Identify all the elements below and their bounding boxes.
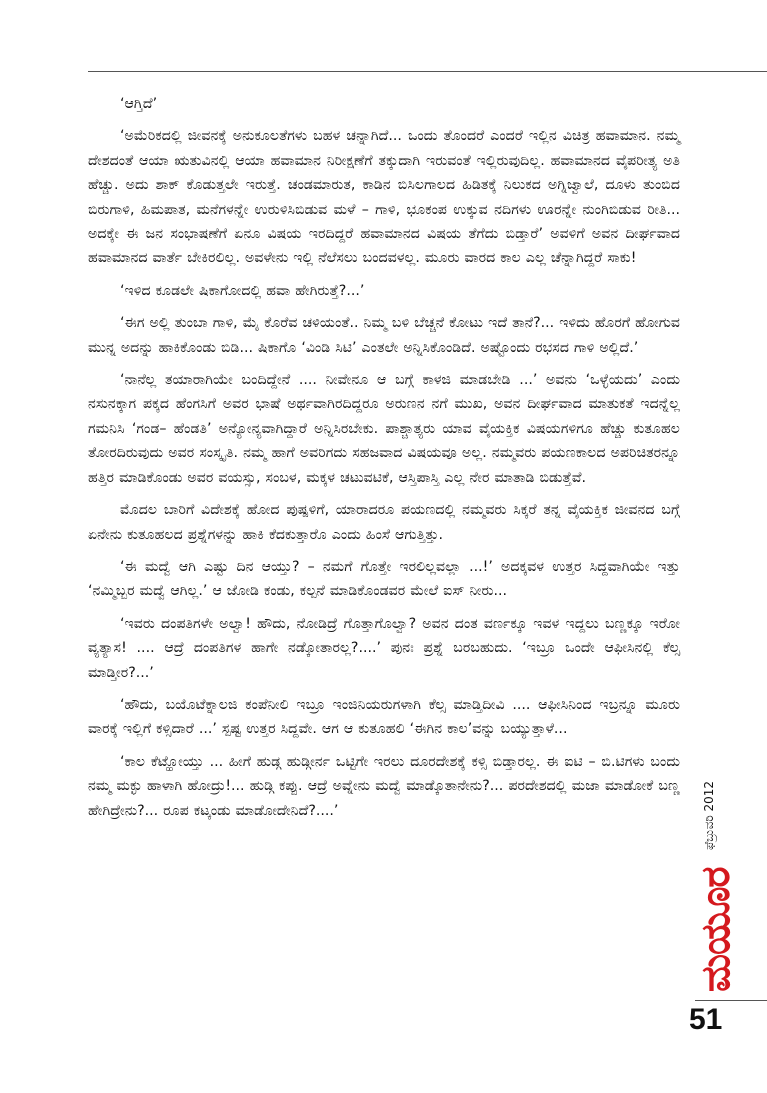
magazine-title: ಮಯೂರ bbox=[692, 867, 739, 992]
paragraph: ‘ಕಾಲ ಕೆಟ್ಹೋಯ್ತು ... ಹೀಗೆ ಹುಡ್ಗ ಹುಡ್ಗೀರ್ನ ಒಟ್ಟಿಗೇ ಇರಲು ದೂರದೇಶಕ್ಕೆ ಕಳ್ಸಿ ಬಿಡ್ತಾರಲ್ಲ. ಈ ಐಟಿ – ಬಿ.ಟಿಗಳು ಬಂದು ನಮ್ಮ ಮಕ್ಳು ಹಾಳಾಗಿ ಹೋದ್ರು!... ಹುಡ್ಗಿ ಕಪ್ಪು. ಆದ್ರೆ ಅವ್ನೇನು ಮದ್ವೆ ಮಾಡ್ಕೊತಾನೇನು?... ಪರದೇಶದಲ್ಲಿ ಮಜಾ ಮಾಡೋಕೆ ಬಣ್ಣ ಹೇಗಿದ್ರೇನು?... ರೂಪ ಕಟ್ಕಂಡು ಮಾಡೋದೇನಿದೆ?....’ bbox=[88, 753, 680, 819]
paragraph: ಮೊದಲ ಬಾರಿಗೆ ವಿದೇಶಕ್ಕೆ ಹೋದ ಪುಷ್ಪಳಿಗೆ, ಯಾರಾದರೂ ಪಯಣದಲ್ಲಿ ನಮ್ಮವರು ಸಿಕ್ಕರೆ ತನ್ನ ವೈಯಕ್ತಿಕ ಜೀವನದ ಬಗ್ಗೆ ಏನೇನು ಕುತೂಹಲದ ಪ್ರಶ್ನೆಗಳನ್ನು ಹಾಕಿ ಕೆದಕುತ್ತಾರೊ ಎಂದು ಹಿಂಸೆ ಆಗುತ್ತಿತ್ತು. bbox=[88, 502, 680, 543]
paragraph: ‘ಇವರು ದಂಪತಿಗಳೇ ಅಲ್ವಾ! ಹೌದು, ನೋಡಿದ್ರೆ ಗೊತ್ತಾಗೊಲ್ವಾ? ಅವನ ದಂತ ವರ್ಣಕ್ಕೂ ಇವಳ ಇದ್ದಲು ಬಣ್ಣಕ್ಕೂ ಇರೋ ವ್ಯತ್ಯಾಸ! .... ಆದ್ರೆ ದಂಪತಿಗಳ ಹಾಗೇ ನಡ್ಕೋತಾರಲ್ಲ?....’ ಪುನಃ ಪ್ರಶ್ನೆ ಬರಬಹುದು. ‘ಇಬ್ರೂ ಒಂದೇ ಆಫೀಸಿನಲ್ಲಿ ಕೆಲ್ಸ ಮಾಡ್ತೀರ?...’ bbox=[88, 615, 680, 681]
magazine-sidebar bbox=[692, 730, 739, 992]
paragraph: ‘ಹೌದು, ಬಯೊಟೆಕ್ನಾಲಜಿ ಕಂಪೆನೀಲಿ ಇಬ್ರೂ ಇಂಜಿನಿಯರುಗಳಾಗಿ ಕೆಲ್ಸ ಮಾಡ್ತಿದೀವಿ .... ಆಫೀಸಿನಿಂದ ಇಬ್ರನ್ನೂ ಮೂರು ವಾರಕ್ಕೆ ಇಲ್ಲಿಗೆ ಕಳ್ಸಿದಾರೆ ...’ ಸ್ಪಷ್ಟ ಉತ್ತರ ಸಿದ್ದವೇ. ಆಗ ಆ ಕುತೂಹಲಿ ‘ಈಗಿನ ಕಾಲ’ವನ್ನು ಬಯ್ಯುತ್ತಾಳೆ... bbox=[88, 696, 680, 738]
paragraph: ‘ಅಮೆರಿಕದಲ್ಲಿ ಜೀವನಕ್ಕೆ ಅನುಕೂಲತೆಗಳು ಬಹಳ ಚನ್ನಾಗಿದೆ... ಒಂದು ತೊಂದರೆ ಎಂದರೆ ಇಲ್ಲಿನ ವಿಚಿತ್ರ ಹವಾಮಾನ. ನಮ್ಮ ದೇಶದಂತೆ ಆಯಾ ಋತುವಿನಲ್ಲಿ ಆಯಾ ಹವಾಮಾನ ನಿರೀಕ್ಷಣೆಗೆ ತಕ್ಕುದಾಗಿ ಇರುವಂತೆ ಇಲ್ಲಿರುವುದಿಲ್ಲ. ಹವಾಮಾನದ ವೈಪರೀತ್ಯ ಅತಿ ಹೆಚ್ಚು. ಅದು ಶಾಕ್ ಕೊಡುತ್ತಲೇ ಇರುತ್ತೆ. ಚಂಡಮಾರುತ, ಕಾಡಿನ ಬಿಸಿಲಗಾಲದ ಹಿಡಿತಕ್ಕೆ ನಿಲುಕದ ಅಗ್ನಿಜ್ವಾಲೆ, ದೂಳು ತುಂಬಿದ ಬಿರುಗಾಳಿ, ಹಿಮಪಾತ, ಮನೆಗಳನ್ನೇ ಉರುಳಿಸಿಬಿಡುವ ಮಳೆ – ಗಾಳಿ, ಭೂಕಂಪ ಉಕ್ಕುವ ನದಿಗಳು ಊರನ್ನೇ ನುಂಗಿಬಿಡುವ ರೀತಿ... ಅದಕ್ಕೇ ಈ ಜನ ಸಂಭಾಷಣೆಗೆ ಏನೂ ವಿಷಯ ಇರದಿದ್ದರೆ ಹವಾಮಾನದ ವಿಷಯ ತೆಗೆದು ಬಿಡ್ತಾರೆ’ ಅವಳಿಗೆ ಅವನ ದೀರ್ಘವಾದ ಹವಾಮಾನದ ವಾರ್ತೆ ಬೇಕಿರಲಿಲ್ಲ. ಅವಳೇನು ಇಲ್ಲಿ ನೆಲೆಸಲು ಬಂದವಳಲ್ಲ. ಮೂರು ವಾರದ ಕಾಲ ಎಲ್ಲ ಚೆನ್ನಾಗಿದ್ದರೆ ಸಾಕು! bbox=[88, 128, 680, 267]
footer-rule bbox=[695, 1000, 767, 1001]
paragraph: ‘ಈ ಮದ್ವೆ ಆಗಿ ಎಷ್ಟು ದಿನ ಆಯ್ತು? – ನಮಗೆ ಗೊತ್ತೇ ಇರಲಿಲ್ಲವಲ್ಲಾ ...!’ ಅದಕ್ಕವಳ ಉತ್ತರ ಸಿದ್ದವಾಗಿಯೇ ಇತ್ತು ‘ನಮ್ಮಿಬ್ಬರ ಮದ್ವೆ ಆಗಿಲ್ಲ.’ ಆ ಜೋಡಿ ಕಂಡು, ಕಲ್ಪನೆ ಮಾಡಿಕೊಂಡವರ ಮೇಲೆ ಐಸ್ ನೀರು... bbox=[88, 558, 680, 600]
page-number: 51 bbox=[689, 1003, 723, 1036]
paragraph: ‘ಆಗ್ತಿದೆ’ bbox=[120, 96, 158, 112]
issue-date: ಫೆಬ್ರುವರಿ 2012 bbox=[702, 780, 716, 850]
paragraph: ‘ಈಗ ಅಲ್ಲಿ ತುಂಬಾ ಗಾಳಿ, ಮೈ ಕೊರೆವ ಚಳಿಯಂತೆ.. ನಿಮ್ಮ ಬಳಿ ಬೆಚ್ಚನೆ ಕೋಟು ಇದೆ ತಾನೆ?... ಇಳಿದು ಹೊರಗೆ ಹೋಗುವ ಮುನ್ನ ಅದನ್ನು ಹಾಕಿಕೊಂಡು ಬಿಡಿ... ಷಿಕಾಗೊ ‘ವಿಂಡಿ ಸಿಟಿ’ ಎಂತಲೇ ಅನ್ನಿಸಿಕೊಂಡಿದೆ. ಅಷ್ಟೊಂದು ರಭಸದ ಗಾಳಿ ಅಲ್ಲಿದೆ.’ bbox=[88, 315, 680, 356]
paragraph: ‘ನಾನೆಲ್ಲ ತಯಾರಾಗಿಯೇ ಬಂದಿದ್ದೇನೆ .... ನೀವೇನೂ ಆ ಬಗ್ಗೆ ಕಾಳಜಿ ಮಾಡಬೇಡಿ ...’ ಅವನು ‘ಒಳ್ಳೆಯದು’ ಎಂದು ನಸುನಕ್ಕಾಗ ಪಕ್ಕದ ಹೆಂಗಸಿಗೆ ಅವರ ಭಾಷೆ ಅರ್ಥವಾಗಿರದಿದ್ದರೂ ಅರುಣನ ನಗೆ ಮುಖ, ಅವನ ದೀರ್ಘವಾದ ಮಾತುಕತೆ ಇದನ್ನೆಲ್ಲ ಗಮನಿಸಿ ‘ಗಂಡ– ಹೆಂಡತಿ’ ಅನ್ಯೋನ್ಯವಾಗಿದ್ದಾರೆ ಅನ್ನಿಸಿರಬೇಕು. ಪಾಶ್ಚಾತ್ಯರು ಯಾವ ವೈಯಕ್ತಿಕ ವಿಷಯಗಳಿಗೂ ಹೆಚ್ಚು ಕುತೂಹಲ ತೋರದಿರುವುದು ಅವರ ಸಂಸ್ಕೃತಿ. ನಮ್ಮ ಹಾಗೆ ಅವರಿಗದು ಸಹಜವಾದ ವಿಷಯವೂ ಅಲ್ಲ. ನಮ್ಮವರು ಪಯಣಕಾಲದ ಅಪರಿಚಿತರನ್ನೂ ಹತ್ತಿರ ಮಾಡಿಕೊಂಡು ಅವರ ವಯಸ್ಸು, ಸಂಬಳ, ಮಕ್ಕಳ ಚಟುವಟಿಕೆ, ಆಸ್ತಿಪಾಸ್ತಿ ಎಲ್ಲ ನೇರ ಮಾತಾಡಿ ಬಿಡುತ್ತೆವೆ. bbox=[88, 372, 680, 486]
top-rule bbox=[88, 71, 767, 72]
paragraph: ‘ಇಳಿದ ಕೂಡಲೇ ಷಿಕಾಗೋದಲ್ಲಿ ಹವಾ ಹೇಗಿರುತ್ತೆ?...’ bbox=[120, 282, 365, 299]
article-body bbox=[88, 92, 680, 831]
